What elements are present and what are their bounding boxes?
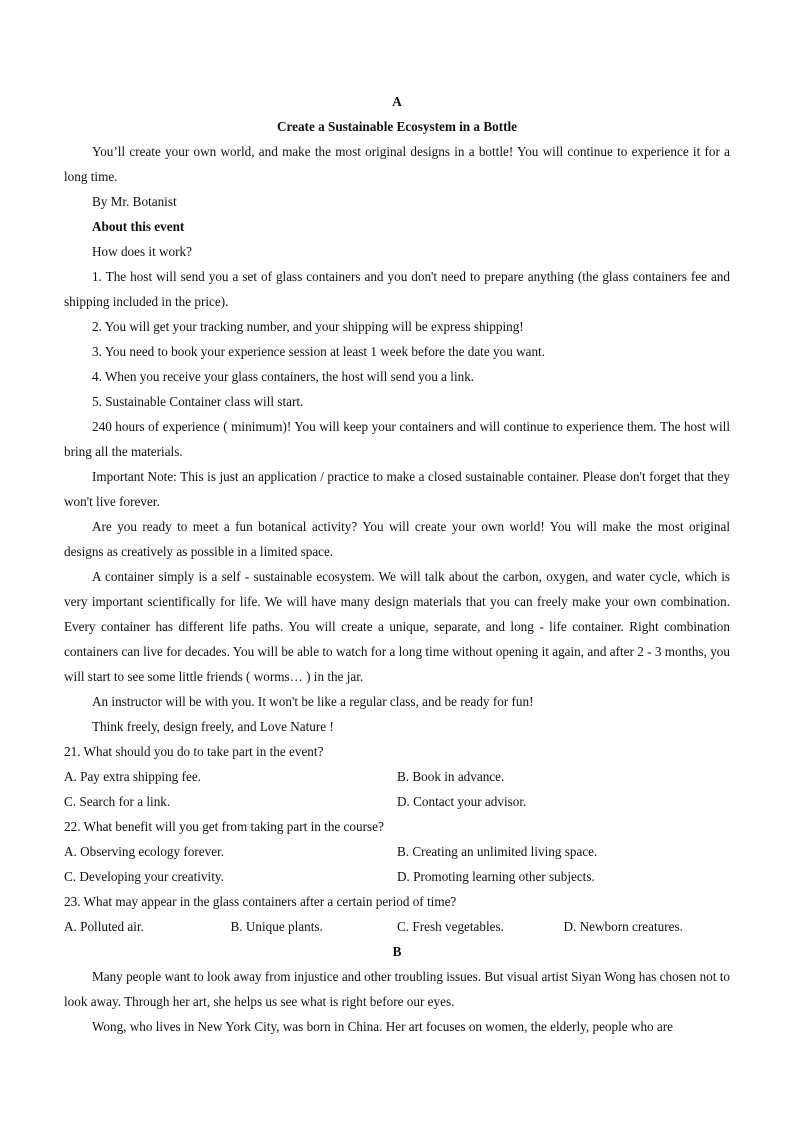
question-21-stem: 21. What should you do to take part in the event? — [64, 744, 324, 759]
question-21-options — [64, 764, 730, 789]
author-line: By Mr. Botanist — [92, 194, 177, 209]
body-paragraph: Think freely, design freely, and Love Nature ! — [92, 719, 334, 734]
option-a: A. Observing ecology forever. — [64, 844, 225, 859]
question-22-stem: 22. What benefit will you get from taking part in the course? — [64, 819, 384, 834]
step-2: 2. You will get your tracking number, and your shipping will be express shipping! — [92, 319, 524, 334]
intro-paragraph: You’ll create your own world, and make the most original designs in a bottle! You will continue to experience it for a long time. — [64, 144, 730, 184]
section-b-label: B — [392, 944, 402, 959]
option-a: A. Polluted air. — [64, 919, 144, 934]
question-23-options — [64, 914, 730, 939]
how-heading: How does it work? — [92, 244, 192, 259]
step-1: 1. The host will send you a set of glass containers and you don't need to prepare anything (the glass containers fee and shipping included in the price). — [64, 269, 730, 309]
option-d: D. Contact your advisor. — [397, 794, 527, 809]
question-23-stem: 23. What may appear in the glass containers after a certain period of time? — [64, 894, 457, 909]
option-b: B. Unique plants. — [230, 919, 323, 934]
section-a-label: A — [392, 94, 402, 109]
option-d: D. Promoting learning other subjects. — [397, 869, 595, 884]
option-b: B. Creating an unlimited living space. — [397, 844, 598, 859]
question-21-options — [64, 789, 730, 814]
step-5: 5. Sustainable Container class will start. — [92, 394, 304, 409]
question-22-options — [64, 864, 730, 889]
body-paragraph: An instructor will be with you. It won't be like a regular class, and be ready for fun! — [92, 694, 534, 709]
step-4: 4. When you receive your glass containers, the host will send you a link. — [92, 369, 475, 384]
document-page — [64, 89, 730, 1039]
step-3: 3. You need to book your experience session at least 1 week before the date you want. — [92, 344, 546, 359]
section-a-title: Create a Sustainable Ecosystem in a Bottle — [276, 119, 518, 134]
section-b-paragraph: Wong, who lives in New York City, was born in China. Her art focuses on women, the elderly, people who are — [92, 1019, 674, 1034]
body-paragraph: 240 hours of experience ( minimum)! You will keep your containers and will continue to experience them. The host will bring all the materials. — [64, 419, 730, 459]
question-22-options — [64, 839, 730, 864]
option-c: C. Fresh vegetables. — [397, 919, 504, 934]
option-b: B. Book in advance. — [397, 769, 505, 784]
body-paragraph: Are you ready to meet a fun botanical activity? You will create your own world! You will make the most original designs as creatively as possible in a limited space. — [64, 519, 730, 559]
option-c: C. Developing your creativity. — [64, 869, 224, 884]
option-a: A. Pay extra shipping fee. — [64, 769, 201, 784]
section-b-paragraph: Many people want to look away from injustice and other troubling issues. But visual artist Siyan Wong has chosen not to look away. Through her art, she helps us see what is right before our eyes. — [64, 969, 730, 1009]
body-paragraph: A container simply is a self - sustainable ecosystem. We will talk about the carbon, oxygen, and water cycle, which is very important scientifically for life. We will have many design materials that you can freely make your own combination. Every container has different life paths. You will create a unique, separate, and long - life container. Right combination containers can live for decades. You will be able to watch for a long time without opening it again, and after 2 - 3 months, you will start to see some little friends ( worms… ) in the jar. — [64, 569, 730, 684]
option-c: C. Search for a link. — [64, 794, 171, 809]
about-heading: About this event — [92, 219, 185, 234]
body-paragraph: Important Note: This is just an application / practice to make a closed sustainable container. Please don't forget that they won't live forever. — [64, 469, 730, 509]
option-d: D. Newborn creatures. — [563, 919, 683, 934]
